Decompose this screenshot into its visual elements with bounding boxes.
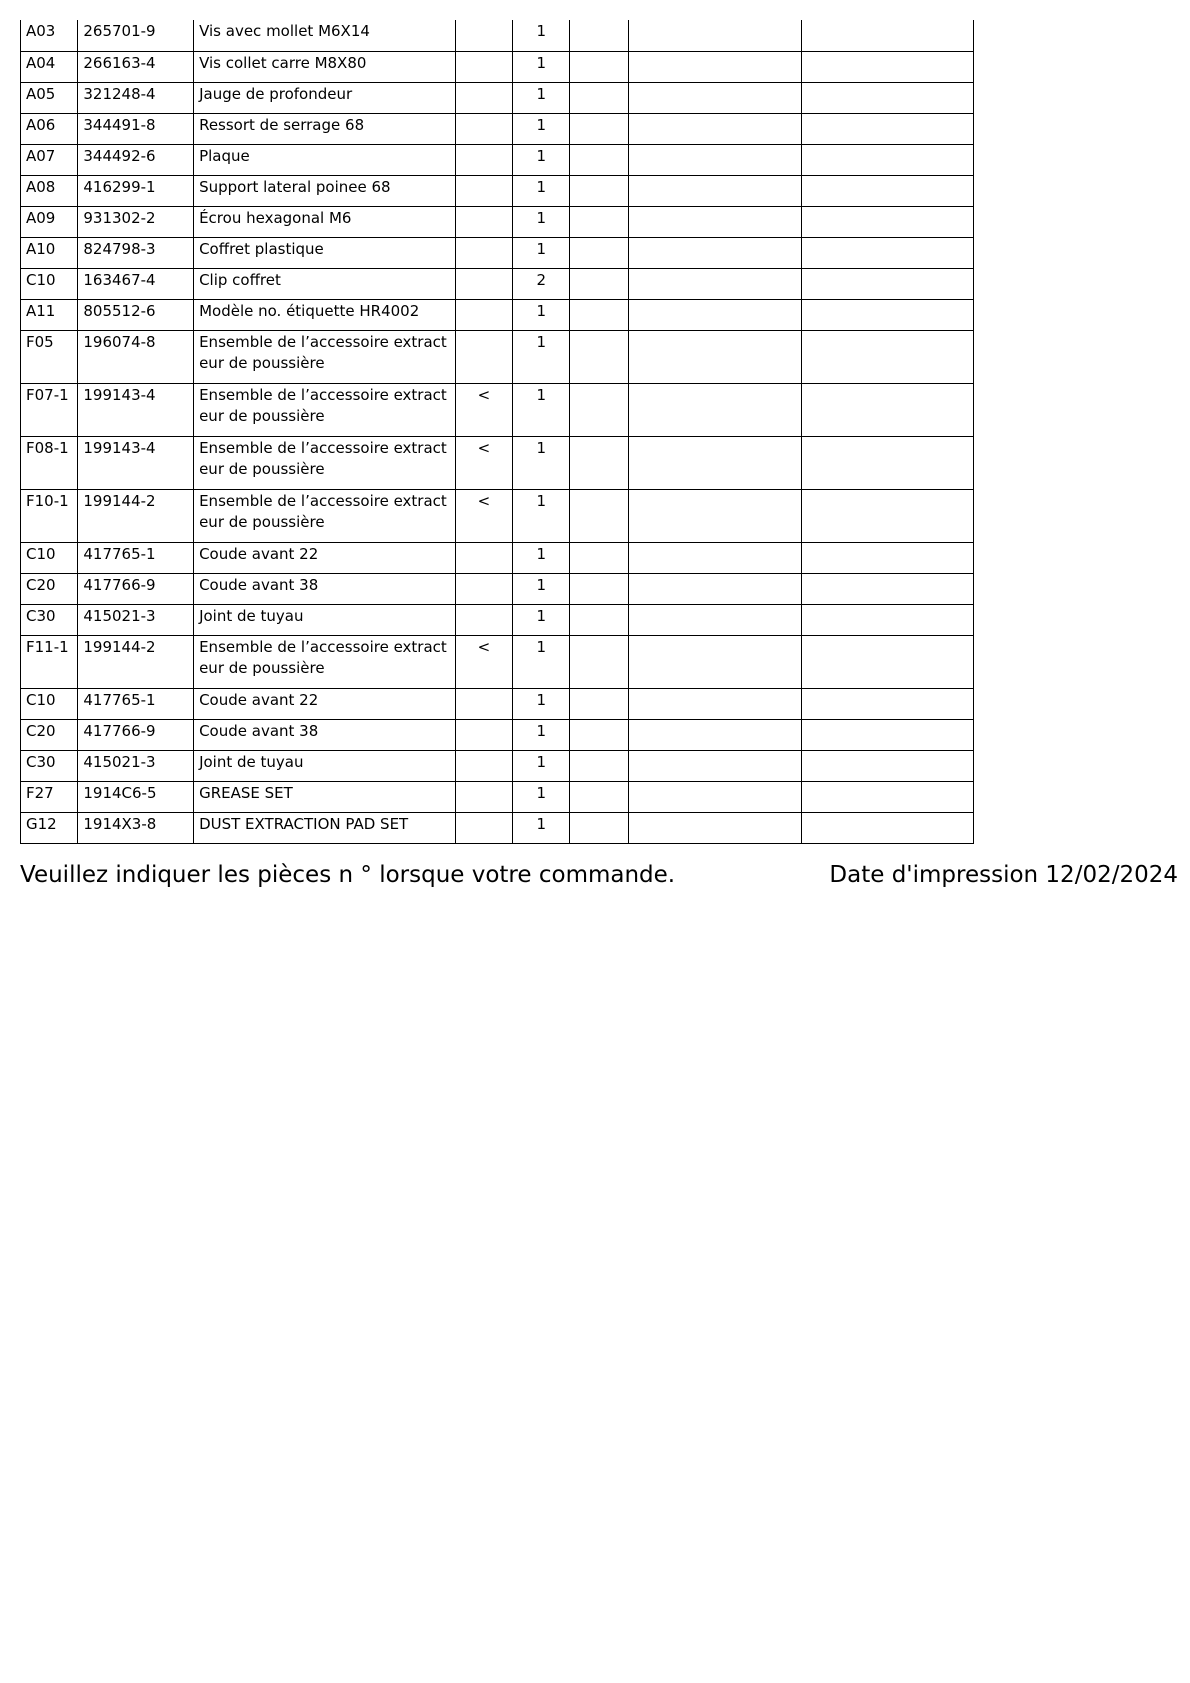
mark-cell xyxy=(455,144,512,175)
part-number-cell: 415021-3 xyxy=(78,750,194,781)
quantity-cell: 1 xyxy=(513,299,570,330)
quantity-cell: 1 xyxy=(513,436,570,489)
empty-cell xyxy=(801,82,973,113)
part-number-cell: 1914C6-5 xyxy=(78,781,194,812)
ref-cell: F08-1 xyxy=(21,436,78,489)
description-cell: Coude avant 22 xyxy=(194,688,456,719)
empty-cell xyxy=(628,604,801,635)
empty-cell xyxy=(628,812,801,843)
empty-cell xyxy=(570,688,628,719)
quantity-cell: 1 xyxy=(513,750,570,781)
table-row xyxy=(21,781,974,812)
description-cell: Ensemble de l’accessoire extract eur de poussière xyxy=(194,436,456,489)
part-number-cell: 417765-1 xyxy=(78,542,194,573)
description-cell: Écrou hexagonal M6 xyxy=(194,206,456,237)
ref-cell: F05 xyxy=(21,330,78,383)
part-number-cell: 417765-1 xyxy=(78,688,194,719)
part-number-cell: 199143-4 xyxy=(78,436,194,489)
mark-cell xyxy=(455,719,512,750)
empty-cell xyxy=(628,237,801,268)
empty-cell xyxy=(801,113,973,144)
empty-cell xyxy=(801,688,973,719)
quantity-cell: 1 xyxy=(513,206,570,237)
part-number-cell: 931302-2 xyxy=(78,206,194,237)
ref-cell: A09 xyxy=(21,206,78,237)
description-cell: Joint de tuyau xyxy=(194,604,456,635)
empty-cell xyxy=(628,268,801,299)
empty-cell xyxy=(570,489,628,542)
quantity-cell: 1 xyxy=(513,812,570,843)
part-number-cell: 266163-4 xyxy=(78,51,194,82)
empty-cell xyxy=(628,383,801,436)
table-row xyxy=(21,436,974,489)
ref-cell: C10 xyxy=(21,268,78,299)
ref-cell: A07 xyxy=(21,144,78,175)
empty-cell xyxy=(570,781,628,812)
empty-cell xyxy=(570,573,628,604)
print-date: Date d'impression 12/02/2024 xyxy=(829,862,1178,888)
part-number-cell: 196074-8 xyxy=(78,330,194,383)
description-cell: Vis collet carre M8X80 xyxy=(194,51,456,82)
empty-cell xyxy=(801,635,973,688)
empty-cell xyxy=(628,206,801,237)
ref-cell: A11 xyxy=(21,299,78,330)
empty-cell xyxy=(570,750,628,781)
description-cell: Ensemble de l’accessoire extract eur de poussière xyxy=(194,635,456,688)
empty-cell xyxy=(570,175,628,206)
quantity-cell: 1 xyxy=(513,781,570,812)
ref-cell: F11-1 xyxy=(21,635,78,688)
empty-cell xyxy=(801,812,973,843)
empty-cell xyxy=(801,489,973,542)
quantity-cell: 2 xyxy=(513,268,570,299)
mark-cell: < xyxy=(455,383,512,436)
part-number-cell: 417766-9 xyxy=(78,719,194,750)
part-number-cell: 417766-9 xyxy=(78,573,194,604)
table-row xyxy=(21,812,974,843)
empty-cell xyxy=(801,330,973,383)
empty-cell xyxy=(570,635,628,688)
mark-cell xyxy=(455,206,512,237)
empty-cell xyxy=(628,144,801,175)
empty-cell xyxy=(628,82,801,113)
part-number-cell: 416299-1 xyxy=(78,175,194,206)
table-row xyxy=(21,237,974,268)
empty-cell xyxy=(570,812,628,843)
empty-cell xyxy=(570,51,628,82)
quantity-cell: 1 xyxy=(513,113,570,144)
table-row xyxy=(21,635,974,688)
mark-cell xyxy=(455,20,512,51)
quantity-cell: 1 xyxy=(513,719,570,750)
mark-cell xyxy=(455,299,512,330)
empty-cell xyxy=(570,268,628,299)
mark-cell xyxy=(455,781,512,812)
description-cell: Clip coffret xyxy=(194,268,456,299)
empty-cell xyxy=(628,51,801,82)
quantity-cell: 1 xyxy=(513,635,570,688)
quantity-cell: 1 xyxy=(513,688,570,719)
description-cell: Ressort de serrage 68 xyxy=(194,113,456,144)
empty-cell xyxy=(628,436,801,489)
table-row xyxy=(21,719,974,750)
quantity-cell: 1 xyxy=(513,237,570,268)
ref-cell: A08 xyxy=(21,175,78,206)
empty-cell xyxy=(570,82,628,113)
description-cell: Ensemble de l’accessoire extract eur de poussière xyxy=(194,383,456,436)
ref-cell: F10-1 xyxy=(21,489,78,542)
quantity-cell: 1 xyxy=(513,51,570,82)
mark-cell xyxy=(455,82,512,113)
part-number-cell: 265701-9 xyxy=(78,20,194,51)
mark-cell xyxy=(455,812,512,843)
table-row xyxy=(21,206,974,237)
empty-cell xyxy=(801,604,973,635)
description-cell: Coude avant 38 xyxy=(194,719,456,750)
empty-cell xyxy=(801,268,973,299)
empty-cell xyxy=(570,542,628,573)
mark-cell xyxy=(455,268,512,299)
empty-cell xyxy=(570,383,628,436)
empty-cell xyxy=(628,20,801,51)
table-row xyxy=(21,268,974,299)
table-row xyxy=(21,51,974,82)
mark-cell xyxy=(455,330,512,383)
part-number-cell: 805512-6 xyxy=(78,299,194,330)
table-row xyxy=(21,573,974,604)
empty-cell xyxy=(801,542,973,573)
empty-cell xyxy=(801,51,973,82)
empty-cell xyxy=(801,206,973,237)
part-number-cell: 199143-4 xyxy=(78,383,194,436)
mark-cell: < xyxy=(455,635,512,688)
empty-cell xyxy=(801,299,973,330)
ref-cell: A04 xyxy=(21,51,78,82)
description-cell: Joint de tuyau xyxy=(194,750,456,781)
description-cell: GREASE SET xyxy=(194,781,456,812)
empty-cell xyxy=(628,330,801,383)
table-row xyxy=(21,542,974,573)
ref-cell: C30 xyxy=(21,750,78,781)
quantity-cell: 1 xyxy=(513,330,570,383)
empty-cell xyxy=(801,20,973,51)
empty-cell xyxy=(570,719,628,750)
description-cell: Modèle no. étiquette HR4002 xyxy=(194,299,456,330)
part-number-cell: 344492-6 xyxy=(78,144,194,175)
ref-cell: A10 xyxy=(21,237,78,268)
empty-cell xyxy=(628,688,801,719)
table-row xyxy=(21,383,974,436)
empty-cell xyxy=(801,781,973,812)
mark-cell xyxy=(455,237,512,268)
empty-cell xyxy=(628,719,801,750)
mark-cell xyxy=(455,51,512,82)
mark-cell xyxy=(455,688,512,719)
table-row xyxy=(21,20,974,51)
mark-cell xyxy=(455,573,512,604)
empty-cell xyxy=(570,604,628,635)
quantity-cell: 1 xyxy=(513,20,570,51)
empty-cell xyxy=(801,719,973,750)
parts-table xyxy=(20,20,974,844)
table-row xyxy=(21,489,974,542)
description-cell: Coude avant 22 xyxy=(194,542,456,573)
table-row xyxy=(21,604,974,635)
empty-cell xyxy=(801,573,973,604)
empty-cell xyxy=(628,489,801,542)
parts-table-body xyxy=(21,20,974,843)
description-cell: Plaque xyxy=(194,144,456,175)
empty-cell xyxy=(628,573,801,604)
quantity-cell: 1 xyxy=(513,383,570,436)
ref-cell: C20 xyxy=(21,573,78,604)
ref-cell: C10 xyxy=(21,688,78,719)
ref-cell: A03 xyxy=(21,20,78,51)
description-cell: Coude avant 38 xyxy=(194,573,456,604)
quantity-cell: 1 xyxy=(513,489,570,542)
quantity-cell: 1 xyxy=(513,542,570,573)
quantity-cell: 1 xyxy=(513,144,570,175)
empty-cell xyxy=(570,144,628,175)
ref-cell: A06 xyxy=(21,113,78,144)
part-number-cell: 199144-2 xyxy=(78,489,194,542)
quantity-cell: 1 xyxy=(513,573,570,604)
ref-cell: F27 xyxy=(21,781,78,812)
description-cell: Ensemble de l’accessoire extract eur de poussière xyxy=(194,330,456,383)
description-cell: Jauge de profondeur xyxy=(194,82,456,113)
empty-cell xyxy=(628,542,801,573)
empty-cell xyxy=(801,175,973,206)
part-number-cell: 415021-3 xyxy=(78,604,194,635)
empty-cell xyxy=(570,330,628,383)
mark-cell xyxy=(455,604,512,635)
ref-cell: C30 xyxy=(21,604,78,635)
empty-cell xyxy=(628,750,801,781)
description-cell: Ensemble de l’accessoire extract eur de poussière xyxy=(194,489,456,542)
empty-cell xyxy=(570,299,628,330)
order-note: Veuillez indiquer les pièces n ° lorsque votre commande. xyxy=(20,862,676,888)
empty-cell xyxy=(628,635,801,688)
empty-cell xyxy=(801,237,973,268)
empty-cell xyxy=(570,206,628,237)
ref-cell: C10 xyxy=(21,542,78,573)
mark-cell xyxy=(455,175,512,206)
empty-cell xyxy=(570,237,628,268)
part-number-cell: 321248-4 xyxy=(78,82,194,113)
mark-cell xyxy=(455,113,512,144)
empty-cell xyxy=(628,781,801,812)
table-row xyxy=(21,330,974,383)
quantity-cell: 1 xyxy=(513,82,570,113)
empty-cell xyxy=(801,750,973,781)
ref-cell: F07-1 xyxy=(21,383,78,436)
empty-cell xyxy=(570,436,628,489)
mark-cell xyxy=(455,750,512,781)
quantity-cell: 1 xyxy=(513,604,570,635)
table-row xyxy=(21,750,974,781)
quantity-cell: 1 xyxy=(513,175,570,206)
mark-cell xyxy=(455,542,512,573)
empty-cell xyxy=(801,383,973,436)
table-row xyxy=(21,175,974,206)
mark-cell: < xyxy=(455,436,512,489)
empty-cell xyxy=(570,113,628,144)
ref-cell: G12 xyxy=(21,812,78,843)
empty-cell xyxy=(801,436,973,489)
table-row xyxy=(21,299,974,330)
table-row xyxy=(21,688,974,719)
description-cell: DUST EXTRACTION PAD SET xyxy=(194,812,456,843)
empty-cell xyxy=(628,299,801,330)
part-number-cell: 1914X3-8 xyxy=(78,812,194,843)
part-number-cell: 824798-3 xyxy=(78,237,194,268)
mark-cell: < xyxy=(455,489,512,542)
table-row xyxy=(21,113,974,144)
table-row xyxy=(21,144,974,175)
empty-cell xyxy=(570,20,628,51)
description-cell: Coffret plastique xyxy=(194,237,456,268)
empty-cell xyxy=(801,144,973,175)
part-number-cell: 199144-2 xyxy=(78,635,194,688)
part-number-cell: 344491-8 xyxy=(78,113,194,144)
ref-cell: C20 xyxy=(21,719,78,750)
empty-cell xyxy=(628,113,801,144)
part-number-cell: 163467-4 xyxy=(78,268,194,299)
table-row xyxy=(21,82,974,113)
description-cell: Support lateral poinee 68 xyxy=(194,175,456,206)
ref-cell: A05 xyxy=(21,82,78,113)
description-cell: Vis avec mollet M6X14 xyxy=(194,20,456,51)
empty-cell xyxy=(628,175,801,206)
